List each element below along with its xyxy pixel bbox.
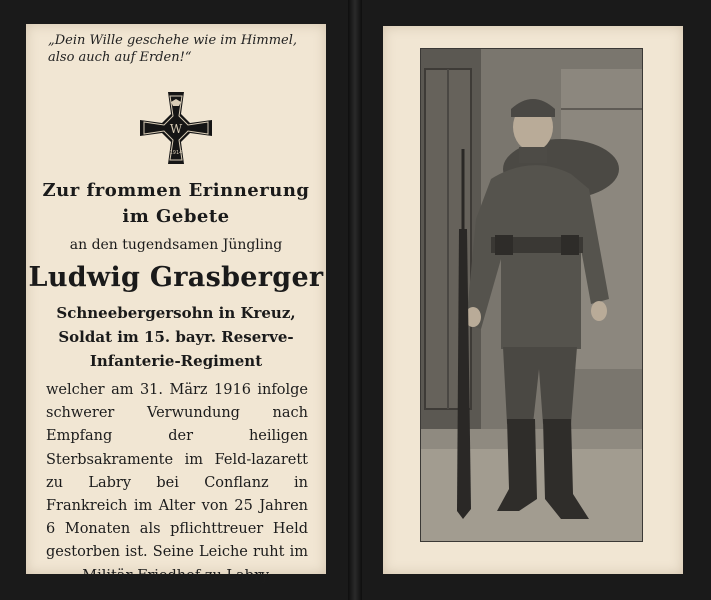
cross-letter: W — [169, 122, 183, 136]
photo-panel — [383, 26, 683, 574]
card-fold — [348, 0, 362, 600]
description-line-2: Soldat im 15. bayr. Reserve- — [58, 328, 294, 346]
soldier-photo — [420, 48, 643, 542]
heading-line-2: im Gebete — [122, 206, 230, 227]
motto-quote: „Dein Wille geschehe wie im Himmel, also auch auf Erden!“ — [48, 33, 298, 65]
description-line-3: Infanterie-Regiment — [89, 352, 263, 370]
heading-line-1: Zur frommen Erinnerung — [42, 180, 310, 201]
description-line-1: Schneebergersohn in Kreuz, — [56, 304, 296, 322]
intro-line: an den tugendsamen Jüngling — [69, 237, 283, 253]
deceased-name: Ludwig Grasberger — [28, 262, 324, 293]
cross-year: 1914 — [169, 150, 183, 156]
memorial-text: welcher am 31. März 1916 infolge schwerer Verwundung nach Empfang der heiligen Sterbsakramente im Feld-lazarett zu Labry bei Conflanz in Frankreich im Alter von 25 Jahren 6 Monaten als pflichttreuer Held gestorben ist. Seine Leiche ruht im Militär-Friedhof zu Labry. — [46, 382, 308, 584]
iron-cross-icon — [138, 90, 214, 166]
text-panel — [26, 24, 326, 584]
